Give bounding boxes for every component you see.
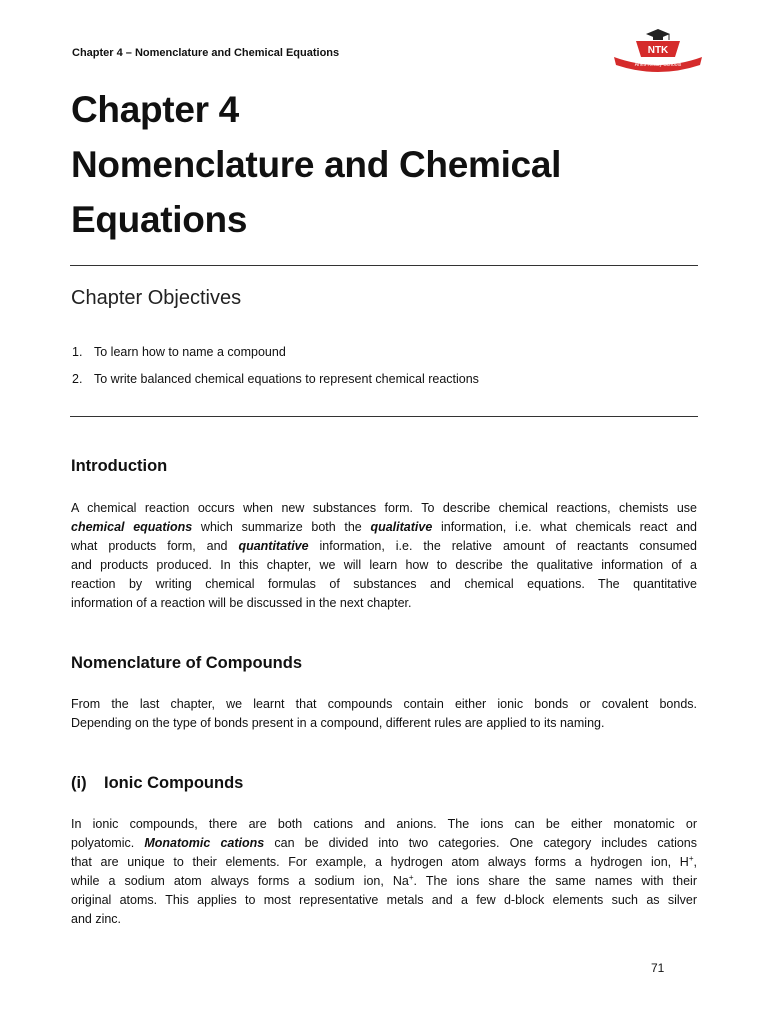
chapter-title-line: Equations — [71, 199, 248, 240]
introduction-heading: Introduction — [71, 457, 168, 475]
emphasis-term: qualitative — [370, 520, 433, 534]
paragraph-line: information of a reaction will be discussed in the next chapter. — [71, 596, 412, 610]
list-item-text: To learn how to name a compound — [94, 345, 286, 359]
text-run: which summarize both the — [192, 520, 371, 534]
page-number: 71 — [651, 961, 665, 975]
list-item-text: To write balanced chemical equations to represent chemical reactions — [94, 372, 479, 386]
text-run: while a sodium atom always forms a sodium ion, Na — [71, 874, 409, 888]
logo-banner-text: Aries Ready Schools — [634, 62, 682, 68]
paragraph-line — [71, 537, 697, 556]
logo-text: NTK — [647, 45, 669, 56]
chapter-title-line: Chapter 4 — [71, 89, 239, 130]
paragraph-line — [71, 518, 697, 537]
section-title: Ionic Compounds — [104, 774, 244, 792]
paragraph-line: and products produced. In this chapter, we will learn how to describe the qualitative information of a — [71, 558, 697, 572]
paragraph-line: and zinc. — [71, 912, 122, 926]
paragraph-line: From the last chapter, we learnt that compounds contain either ionic bonds or covalent bonds. — [71, 697, 697, 711]
paragraph-line: Depending on the type of bonds present in a compound, different rules are applied to its naming. — [71, 716, 605, 730]
chapter-title — [71, 82, 711, 247]
text-run: . The ions share the same names with their — [413, 874, 697, 888]
paragraph-line: In ionic compounds, there are both cations and anions. The ions can be either monatomic or — [71, 817, 697, 831]
chapter-title-line: Nomenclature and Chemical — [71, 144, 562, 185]
text-run: polyatomic. — [71, 836, 145, 850]
paragraph-line — [71, 853, 697, 872]
text-run: , — [693, 855, 697, 869]
list-item — [72, 371, 692, 398]
running-header: Chapter 4 – Nomenclature and Chemical Equations — [72, 47, 340, 59]
emphasis-term: chemical equations — [71, 520, 193, 534]
superscript-charge: + — [408, 872, 414, 882]
text-run: information, i.e. the relative amount of reactants consumed — [308, 539, 697, 553]
objectives-heading: Chapter Objectives — [71, 287, 242, 309]
paragraph-line — [71, 872, 697, 891]
emphasis-term: quantitative — [238, 539, 309, 553]
ionic-compounds-heading — [71, 774, 243, 793]
emphasis-term: Monatomic cations — [144, 836, 265, 850]
text-run: can be divided into two categories. One category includes cations — [264, 836, 697, 850]
divider — [70, 416, 698, 417]
nomenclature-heading: Nomenclature of Compounds — [71, 654, 303, 672]
divider — [70, 265, 698, 266]
paragraph-line: original atoms. This applies to most representative metals and a few d-block elements such as silver — [71, 893, 697, 907]
section-number: (i) — [71, 774, 87, 792]
paragraph-line — [71, 834, 697, 853]
superscript-charge: + — [688, 853, 694, 863]
list-item-number: 2. — [72, 372, 83, 386]
text-run: what products form, and — [71, 539, 239, 553]
nomenclature-paragraph — [71, 695, 697, 733]
text-run: that are unique to their elements. For example, a hydrogen atom always forms a hydrogen ion, H — [71, 855, 689, 869]
text-run: information, i.e. what chemicals react and — [432, 520, 697, 534]
paragraph-line: A chemical reaction occurs when new substances form. To describe chemical reactions, chemists use — [71, 501, 697, 515]
objectives-list — [72, 344, 692, 398]
ionic-paragraph — [71, 815, 697, 929]
paragraph-line: reaction by writing chemical formulas of substances and chemical equations. The quantitative — [71, 577, 697, 591]
ntk-logo — [612, 27, 704, 73]
introduction-paragraph — [71, 499, 697, 613]
list-item-number: 1. — [72, 345, 83, 359]
list-item — [72, 344, 692, 371]
